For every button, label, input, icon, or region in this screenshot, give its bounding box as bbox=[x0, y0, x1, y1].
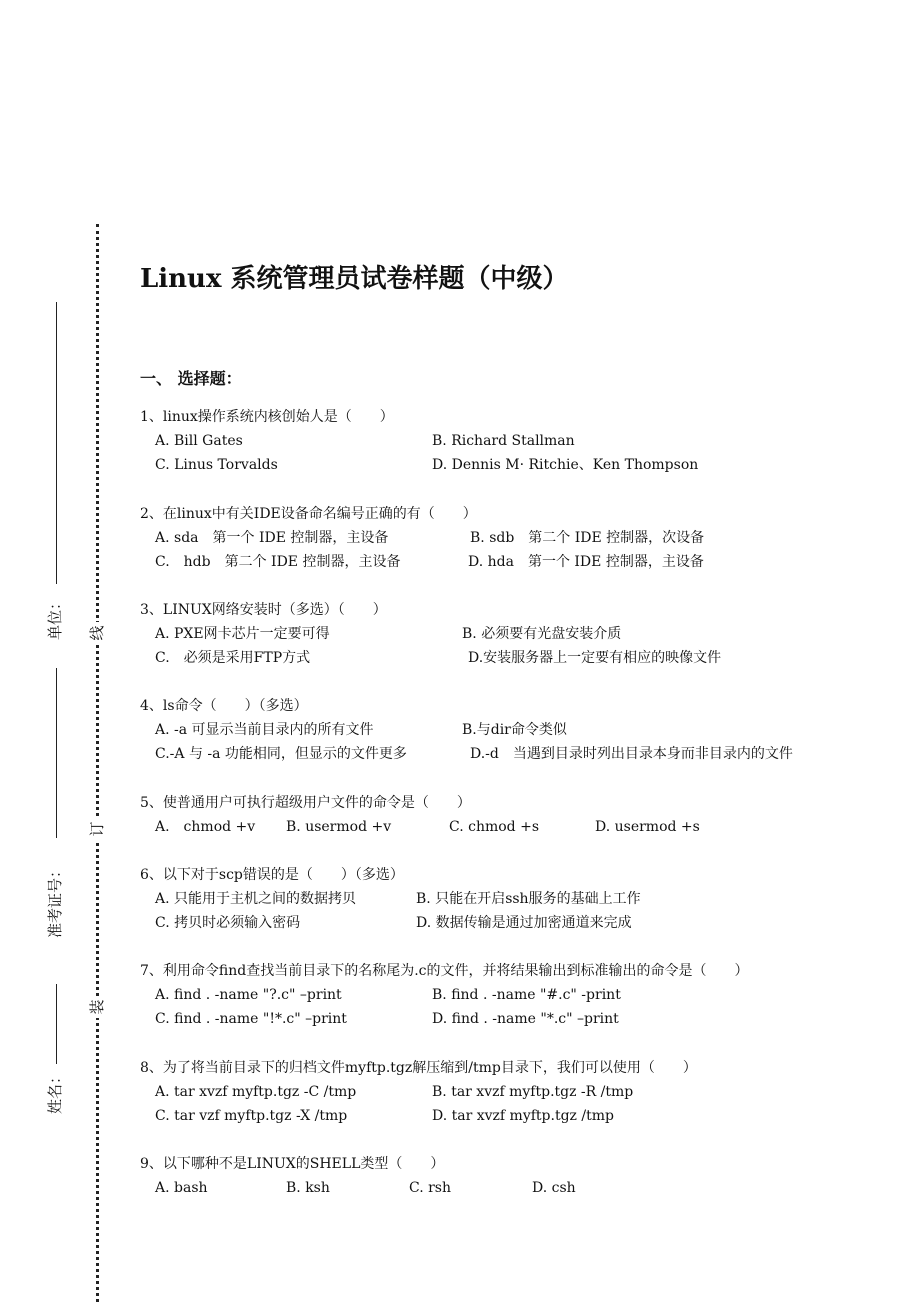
question-stem: 8、为了将当前目录下的归档文件myftp.tgz解压缩到/tmp目录下，我们可以使用（ ） bbox=[140, 1060, 697, 1076]
option-b: B. ksh bbox=[286, 1180, 330, 1196]
option-d: D. usermod +s bbox=[595, 819, 700, 835]
question-stem: 3、LINUX网络安装时（多选）（ ） bbox=[140, 602, 387, 618]
binding-mark-line: 线 bbox=[86, 622, 108, 644]
option-a: A. find . -name "?.c" –print bbox=[155, 987, 342, 1003]
option-d: D.安装服务器上一定要有相应的映像文件 bbox=[468, 650, 722, 666]
binding-mark-bind: 装 bbox=[86, 996, 108, 1018]
option-a: A. chmod +v bbox=[155, 819, 256, 835]
question-stem: 7、利用命令find查找当前目录下的名称尾为.c的文件，并将结果输出到标准输出的命令是（ ） bbox=[140, 963, 749, 979]
exam-id-label: 准考证号： bbox=[46, 862, 64, 938]
option-b: B.与dir命令类似 bbox=[462, 722, 567, 738]
option-c: C. chmod +s bbox=[449, 819, 540, 835]
question-3 bbox=[140, 598, 910, 670]
option-a: A. bash bbox=[155, 1180, 208, 1196]
option-c: C. 拷贝时必须输入密码 bbox=[155, 915, 301, 931]
option-c: C. hdb 第二个 IDE 控制器，主设备 bbox=[155, 554, 401, 570]
option-b: B. usermod +v bbox=[286, 819, 392, 835]
question-1 bbox=[140, 405, 910, 477]
option-b: B. sdb 第二个 IDE 控制器，次设备 bbox=[470, 530, 705, 546]
option-a: A. tar xvzf myftp.tgz -C /tmp bbox=[155, 1084, 357, 1100]
option-d: D. 数据传输是通过加密通道来完成 bbox=[416, 915, 632, 931]
option-d: D. csh bbox=[532, 1180, 576, 1196]
option-d: D. hda 第一个 IDE 控制器，主设备 bbox=[468, 554, 704, 570]
question-stem: 9、以下哪种不是LINUX的SHELL类型（ ） bbox=[140, 1156, 445, 1172]
question-6 bbox=[140, 863, 910, 935]
question-stem: 2、在linux中有关IDE设备命名编号正确的有（ ） bbox=[140, 506, 477, 522]
exam-title: Linux 系统管理员试卷样题（中级） bbox=[140, 264, 569, 294]
option-b: B. tar xvzf myftp.tgz -R /tmp bbox=[432, 1084, 634, 1100]
option-a: A. -a 可显示当前目录内的所有文件 bbox=[155, 722, 374, 738]
option-b: B. 必须要有光盘安装介质 bbox=[462, 626, 622, 642]
question-9 bbox=[140, 1152, 910, 1200]
option-a: A. Bill Gates bbox=[155, 433, 243, 449]
section-heading: 一、 选择题： bbox=[140, 369, 242, 388]
option-b: B. find . -name "#.c" -print bbox=[432, 987, 621, 1003]
option-c: C. rsh bbox=[409, 1180, 452, 1196]
option-d: D.-d 当遇到目录时列出目录本身而非目录内的文件 bbox=[470, 746, 793, 762]
option-d: D. tar xvzf myftp.tgz /tmp bbox=[432, 1108, 614, 1124]
option-a: A. 只能用于主机之间的数据拷贝 bbox=[155, 891, 357, 907]
exam-id-fill-line bbox=[56, 668, 57, 838]
option-d: D. Dennis M· Ritchie、Ken Thompson bbox=[432, 457, 699, 473]
option-d: D. find . -name "*.c" –print bbox=[432, 1011, 619, 1027]
question-stem: 1、linux操作系统内核创始人是（ ） bbox=[140, 409, 394, 425]
option-c: C. Linus Torvalds bbox=[155, 457, 278, 473]
option-c: C.-A 与 -a 功能相同，但显示的文件更多 bbox=[155, 746, 407, 762]
option-c: C. find . -name "!*.c" –print bbox=[155, 1011, 347, 1027]
option-b: B. 只能在开启ssh服务的基础上工作 bbox=[416, 891, 641, 907]
question-stem: 4、ls命令（ ）（多选） bbox=[140, 698, 308, 714]
name-fill-line bbox=[56, 984, 57, 1064]
question-5 bbox=[140, 791, 910, 839]
question-stem: 5、使普通用户可执行超级用户文件的命令是（ ） bbox=[140, 795, 471, 811]
binding-dotted-line bbox=[96, 224, 99, 1302]
question-7 bbox=[140, 959, 910, 1031]
option-c: C. tar vzf myftp.tgz -X /tmp bbox=[155, 1108, 348, 1124]
question-stem: 6、以下对于scp错误的是（ ）（多选） bbox=[140, 867, 404, 883]
option-a: A. PXE网卡芯片一定要可得 bbox=[155, 626, 330, 642]
unit-fill-line bbox=[56, 302, 57, 584]
question-2 bbox=[140, 502, 910, 574]
name-label: 姓名： bbox=[46, 1068, 64, 1114]
question-8 bbox=[140, 1056, 910, 1128]
option-b: B. Richard Stallman bbox=[432, 433, 575, 449]
option-a: A. sda 第一个 IDE 控制器，主设备 bbox=[155, 530, 389, 546]
binding-mark-order: 订 bbox=[86, 818, 108, 840]
option-c: C. 必须是采用FTP方式 bbox=[155, 650, 311, 666]
question-4 bbox=[140, 694, 910, 766]
unit-label: 单位： bbox=[46, 594, 64, 640]
